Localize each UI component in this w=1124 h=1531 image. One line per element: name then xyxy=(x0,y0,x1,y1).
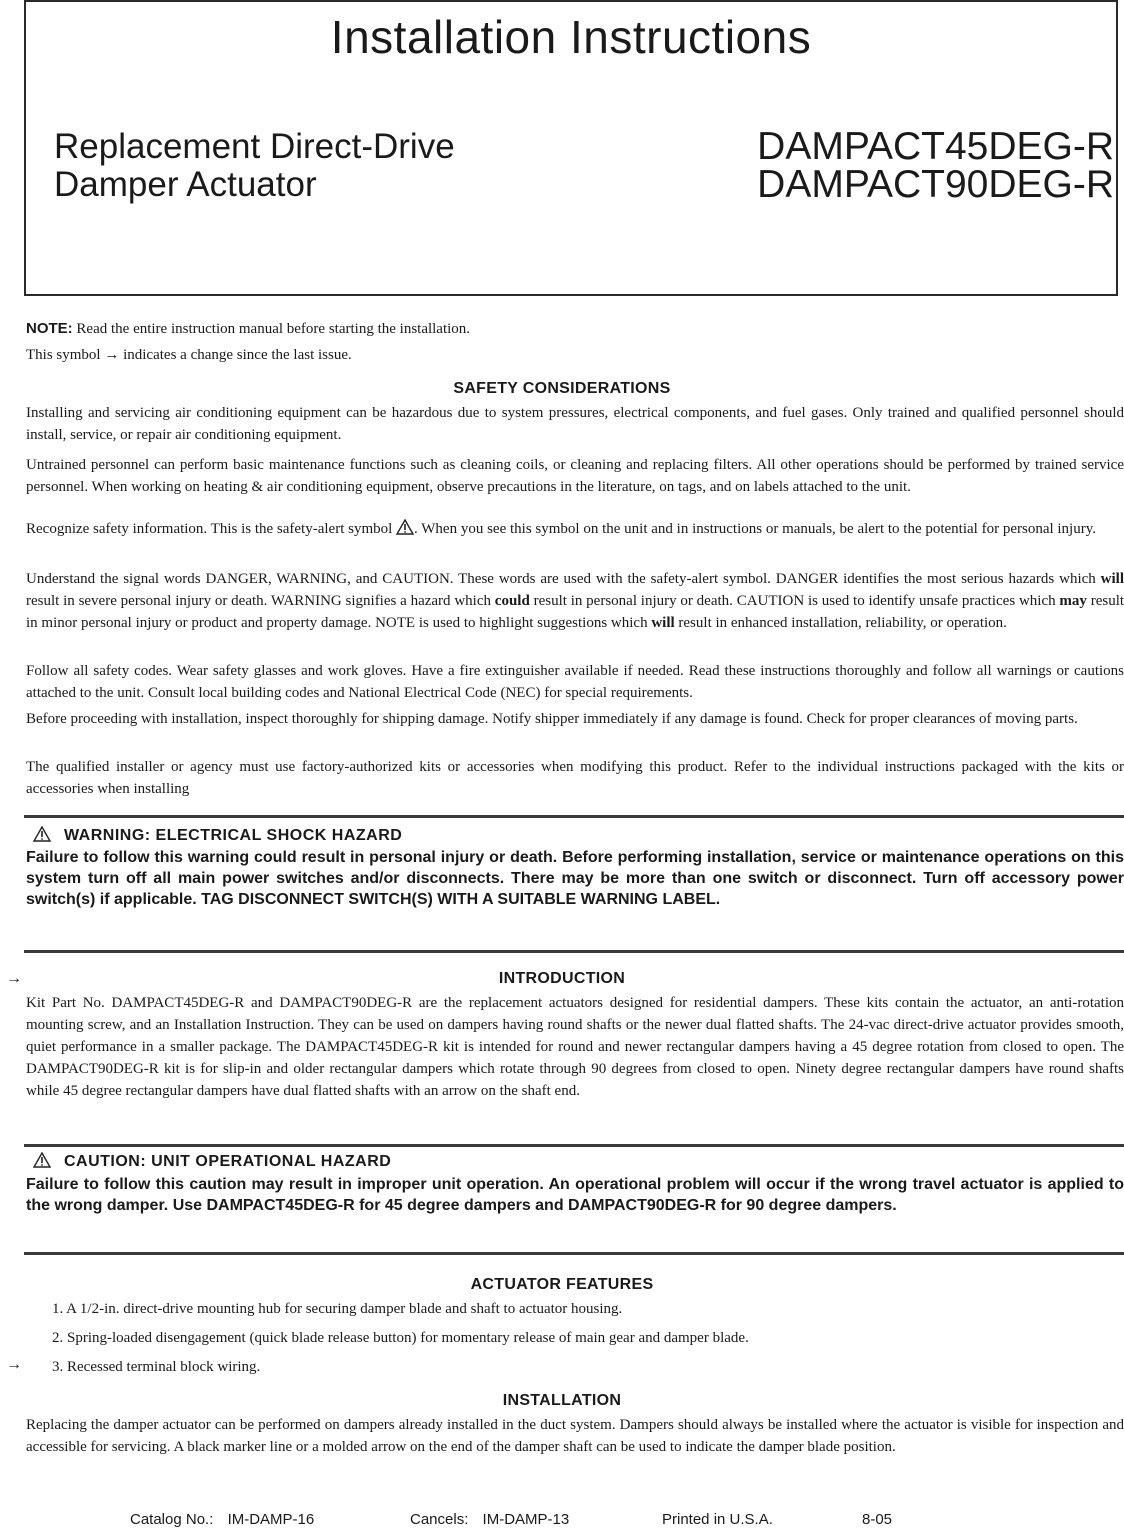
warning-title-text: WARNING: ELECTRICAL SHOCK HAZARD xyxy=(63,827,403,844)
features-heading: ACTUATOR FEATURES xyxy=(470,1276,654,1293)
title-box xyxy=(24,0,1118,296)
note-line xyxy=(26,318,1124,340)
feature-item-2: 2. Spring-loaded disengagement (quick blade release button) for momentary release of main gear and damper blade. xyxy=(52,1330,749,1346)
product-name xyxy=(54,128,455,204)
feature-change-arrow-icon: → xyxy=(6,1356,22,1373)
page-title: Installation Instructions xyxy=(330,11,812,63)
intro-change-arrow-icon: → xyxy=(6,970,22,987)
model-numbers xyxy=(757,125,1114,206)
caution-alert-icon xyxy=(33,1152,51,1168)
caution-bottom-rule xyxy=(24,1252,1124,1255)
cancels-value: IM-DAMP-13 xyxy=(482,1511,570,1528)
safety-paragraph-7: The qualified installer or agency must use factory-authorized kits or accessories when modifying this product. Refer to the individual instructions packaged with the kits or accessories when installing xyxy=(26,759,1124,797)
caution-title-text: CAUTION: UNIT OPERATIONAL HAZARD xyxy=(63,1153,392,1170)
p4-text-b: result in severe personal injury or death. WARNING signifies a hazard which xyxy=(26,593,491,609)
note-label: NOTE: xyxy=(26,320,73,337)
warning-title xyxy=(33,826,402,845)
footer-date: 8-05 xyxy=(862,1511,893,1528)
safety-paragraph-2: Untrained personnel can perform basic maintenance functions such as cleaning coils, or cleaning and replacing filters. All other operations should be performed by trained service personnel. When working on heating & air conditioning equipment, observe precautions in the literature, on tags, and on labels attached to the unit. xyxy=(26,457,1124,495)
warning-top-rule xyxy=(24,815,1124,818)
safety-paragraph-1: Installing and servicing air conditioning equipment can be hazardous due to system pressures, electrical components, and fuel gases. Only trained and qualified personnel should install, service, or repair air conditioning equipment. xyxy=(26,405,1124,443)
p4-will: will xyxy=(1100,571,1124,587)
symbol-note-post: indicates a change since the last issue. xyxy=(123,347,352,363)
safety-p3-post: . When you see this symbol on the unit and in instructions or manuals, be alert to the potential for personal injury. xyxy=(414,521,1096,537)
installation-heading: INSTALLATION xyxy=(502,1392,622,1409)
p4-may: may xyxy=(1059,593,1087,609)
catalog-label: Catalog No.: xyxy=(130,1511,214,1528)
footer-printed: Printed in U.S.A. xyxy=(662,1511,773,1528)
caution-top-rule xyxy=(24,1144,1124,1147)
model-number-90: DAMPACT90DEG-R xyxy=(757,163,1114,206)
product-name-line1: Replacement Direct-Drive xyxy=(54,127,455,166)
p4-text-d: result in minor personal injury or product and property damage. NOTE is used to highlight suggestions which xyxy=(26,593,1124,631)
p4-text-e: result in enhanced installation, reliability, or operation. xyxy=(678,615,1007,631)
symbol-note xyxy=(26,344,1124,366)
warning-body: Failure to follow this warning could result in personal injury or death. Before performing installation, service or maintenance operations on this system turn off all main power switches and/or disconnects. There may be more than one switch or disconnect. Turn off accessory power switch(s) if applicable. TAG DISCONNECT SWITCH(S) WITH A SUITABLE WARNING LABEL. xyxy=(26,849,1124,908)
safety-paragraph-6: Before proceeding with installation, inspect thoroughly for shipping damage. Notify shipper immediately if any damage is found. Check for proper clearances of moving parts. xyxy=(26,711,1078,727)
caution-body: Failure to follow this caution may result in improper unit operation. An operational problem will occur if the wrong travel actuator is applied to the wrong damper. Use DAMPACT45DEG-R for 45 degree dampers and DAMPACT90DEG-R for 90 degree dampers. xyxy=(26,1176,1124,1214)
note-text: Read the entire instruction manual before starting the installation. xyxy=(76,321,471,337)
introduction-body: Kit Part No. DAMPACT45DEG-R and DAMPACT90DEG-R are the replacement actuators designed for residential dampers. These kits contain the actuator, an anti-rotation mounting screw, and an Installation Instruction. They can be used on dampers having round shafts or the newer dual flatted shafts. The 24-vac direct-drive actuator provides smooth, quiet performance in a smaller package. The DAMPACT45DEG-R kit is intended for round and newer rectangular dampers having a 45 degree rotation from closed to open. The DAMPACT90DEG-R kit is for slip-in and older rectangular dampers which rotate through 90 degrees from closed to open. Ninety degree rectangular dampers have round shafts while 45 degree rectangular dampers have dual flatted shafts with an arrow on the shaft end. xyxy=(26,995,1124,1099)
feature-item-1: 1. A 1/2-in. direct-drive mounting hub for securing damper blade and shaft to actuator housing. xyxy=(52,1301,623,1317)
cancels-label: Cancels: xyxy=(410,1511,469,1528)
catalog-value: IM-DAMP-16 xyxy=(227,1511,315,1528)
safety-alert-icon xyxy=(396,519,414,535)
warning-alert-icon xyxy=(33,826,51,842)
safety-paragraph-4 xyxy=(26,568,1124,634)
product-name-line2: Damper Actuator xyxy=(54,165,317,204)
footer-cancels xyxy=(410,1511,569,1528)
p4-could: could xyxy=(494,593,530,609)
caution-title xyxy=(33,1152,391,1171)
p4-will-2: will xyxy=(651,615,675,631)
introduction-heading: INTRODUCTION xyxy=(498,970,626,987)
safety-paragraph-3 xyxy=(26,518,1124,540)
p4-text-c: result in personal injury or death. CAUTION is used to identify unsafe practices which xyxy=(533,593,1056,609)
change-arrow-icon: → xyxy=(104,347,120,363)
safety-heading: SAFETY CONSIDERATIONS xyxy=(453,380,671,397)
model-number-45: DAMPACT45DEG-R xyxy=(757,125,1114,168)
feature-item-3: 3. Recessed terminal block wiring. xyxy=(52,1359,261,1375)
safety-p3-pre: Recognize safety information. This is the safety-alert symbol xyxy=(26,521,393,537)
p4-text-a: Understand the signal words DANGER, WARNING, and CAUTION. These words are used with the safety-alert symbol. DANGER identifies the most serious hazards which xyxy=(26,571,1096,587)
safety-paragraph-5: Follow all safety codes. Wear safety glasses and work gloves. Have a fire extinguisher available if needed. Read these instructions thoroughly and follow all warnings or cautions attached to the unit. Consult local building codes and National Electrical Code (NEC) for special requirements. xyxy=(26,663,1124,701)
installation-body: Replacing the damper actuator can be performed on dampers already installed in the duct system. Dampers should always be installed where the actuator is visible for inspection and accessible for servicing. A black marker line or a molded arrow on the end of the damper shaft can be used to indicate the damper blade position. xyxy=(26,1417,1124,1455)
warning-bottom-rule xyxy=(24,950,1124,953)
footer-catalog xyxy=(130,1511,314,1528)
symbol-note-pre: This symbol xyxy=(26,347,101,363)
